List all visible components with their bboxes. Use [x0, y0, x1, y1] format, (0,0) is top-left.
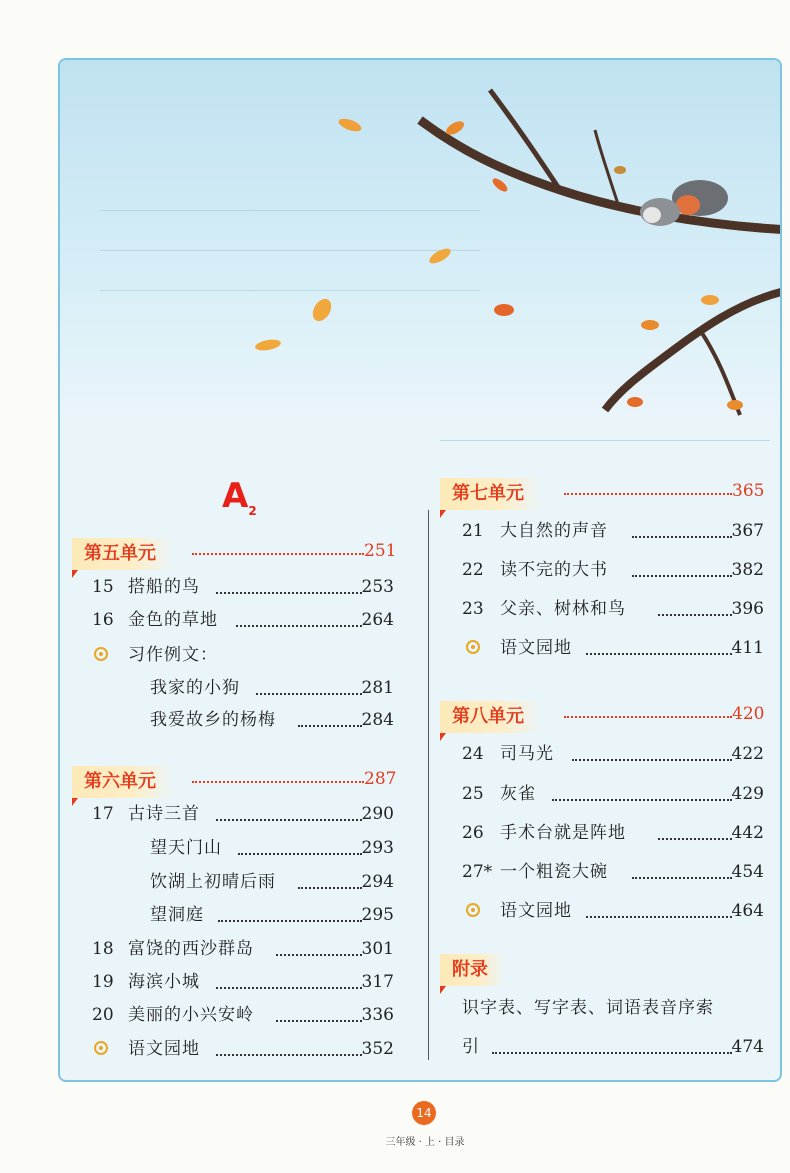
lesson-number: 19 [92, 972, 114, 992]
lesson-number: 25 [462, 784, 484, 804]
toc-entry[interactable] [92, 674, 394, 702]
lesson-title: 习作例文： [128, 645, 218, 665]
leader-dots [632, 536, 732, 538]
lesson-title: 金色的草地 [128, 610, 218, 630]
lesson-page: 474 [731, 1037, 764, 1057]
unit-page: 251 [364, 541, 397, 561]
toc-entry[interactable] [92, 968, 394, 996]
leader-dots [192, 553, 364, 555]
lesson-title: 饮湖上初晴后雨 [150, 872, 276, 892]
leader-dots [216, 592, 362, 594]
lesson-page: 429 [731, 784, 764, 804]
toc-entry[interactable] [92, 935, 394, 963]
leader-dots [238, 853, 362, 855]
lesson-title: 美丽的小兴安岭 [128, 1005, 254, 1025]
bleed-line [440, 440, 770, 441]
lesson-title: 语文园地 [500, 901, 572, 921]
leader-dots [492, 1052, 732, 1054]
unit-8-header[interactable] [440, 701, 766, 735]
lesson-title: 读不完的大书 [500, 560, 608, 580]
toc-entry[interactable] [92, 706, 394, 734]
page-number-badge: 14 [412, 1101, 436, 1125]
toc-entry[interactable] [462, 819, 764, 847]
lesson-page: 295 [361, 905, 394, 925]
toc-entry[interactable] [462, 556, 764, 584]
leader-dots [632, 575, 732, 577]
lesson-page: 317 [361, 972, 394, 992]
toc-entry[interactable] [92, 606, 394, 634]
unit-7-header[interactable] [440, 478, 766, 512]
leader-dots [216, 987, 362, 989]
toc-entry[interactable] [92, 800, 394, 828]
lesson-number: 16 [92, 610, 114, 630]
lesson-page: 422 [731, 744, 764, 764]
lesson-title: 语文园地 [128, 1039, 200, 1059]
leader-dots [586, 653, 732, 655]
lesson-title: 大自然的声音 [500, 521, 608, 541]
leader-dots [572, 759, 732, 761]
lesson-page: 382 [731, 560, 764, 580]
lesson-title: 引 [462, 1037, 480, 1057]
unit-page: 287 [364, 769, 397, 789]
toc-entry[interactable] [462, 994, 764, 1022]
toc-entry[interactable] [92, 573, 394, 601]
leader-dots [564, 493, 732, 495]
lesson-title: 富饶的西沙群岛 [128, 939, 254, 959]
lesson-title: 我家的小狗 [150, 678, 240, 698]
toc-entry[interactable] [462, 595, 764, 623]
unit-title: 第六单元 [72, 766, 174, 798]
lesson-page: 464 [731, 901, 764, 921]
leader-dots [236, 625, 362, 627]
unit-5-header[interactable] [72, 538, 396, 572]
lesson-number: 15 [92, 577, 114, 597]
leader-dots [276, 1020, 362, 1022]
leader-dots [658, 614, 732, 616]
bullet-icon [94, 647, 108, 661]
lesson-page: 396 [731, 599, 764, 619]
lesson-title: 海滨小城 [128, 972, 200, 992]
lesson-number: 24 [462, 744, 484, 764]
bullet-icon [466, 640, 480, 654]
leader-dots [218, 920, 362, 922]
toc-entry[interactable] [92, 834, 394, 862]
toc-entry[interactable] [462, 780, 764, 808]
toc-entry[interactable] [462, 858, 764, 886]
toc-entry[interactable] [462, 740, 764, 768]
lesson-title: 司马光 [500, 744, 554, 764]
leader-dots [192, 781, 364, 783]
unit-title: 第五单元 [72, 538, 174, 570]
unit-page: 420 [732, 704, 765, 724]
lesson-title: 灰雀 [500, 784, 536, 804]
lesson-number: 23 [462, 599, 484, 619]
toc-entry[interactable] [92, 1001, 394, 1029]
leader-dots [658, 838, 732, 840]
toc-entry[interactable] [92, 868, 394, 896]
column-divider [428, 510, 429, 1060]
lesson-title: 望天门山 [150, 838, 222, 858]
leader-dots [564, 716, 732, 718]
unit-6-header[interactable] [72, 766, 396, 800]
lesson-page: 336 [361, 1005, 394, 1025]
leader-dots [298, 725, 362, 727]
lesson-title: 搭船的鸟 [128, 577, 200, 597]
lesson-page: 293 [361, 838, 394, 858]
lesson-number: 18 [92, 939, 114, 959]
leader-dots [632, 877, 732, 879]
toc-entry[interactable] [92, 1035, 394, 1063]
lesson-page: 294 [361, 872, 394, 892]
lesson-number: 27* [462, 862, 493, 882]
lesson-title: 古诗三首 [128, 804, 200, 824]
lesson-page: 284 [361, 710, 394, 730]
lesson-page: 281 [361, 678, 394, 698]
bullet-icon [94, 1041, 108, 1055]
leader-dots [298, 887, 362, 889]
grade-mark: $A_2$ [222, 476, 257, 518]
lesson-page: 367 [731, 521, 764, 541]
lesson-page: 454 [731, 862, 764, 882]
leader-dots [216, 1054, 362, 1056]
leader-dots [256, 693, 362, 695]
toc-entry[interactable] [462, 897, 764, 925]
unit-title: 第八单元 [440, 701, 542, 733]
toc-entry[interactable] [462, 634, 764, 662]
appendix-header[interactable] [440, 954, 560, 988]
lesson-title: 手术台就是阵地 [500, 823, 626, 843]
lesson-number: 22 [462, 560, 484, 580]
lesson-title: 父亲、树林和鸟 [500, 599, 626, 619]
lesson-number: 26 [462, 823, 484, 843]
lesson-title: 一个粗瓷大碗 [500, 862, 608, 882]
bullet-icon [466, 903, 480, 917]
lesson-title: 语文园地 [500, 638, 572, 658]
leader-dots [552, 799, 732, 801]
toc-entry[interactable] [92, 641, 394, 669]
lesson-page: 301 [361, 939, 394, 959]
leader-dots [276, 954, 362, 956]
branch-illustration [60, 60, 782, 420]
lesson-number: 20 [92, 1005, 114, 1025]
lesson-page: 253 [361, 577, 394, 597]
lesson-page: 352 [361, 1039, 394, 1059]
unit-title: 第七单元 [440, 478, 542, 510]
leader-dots [216, 819, 362, 821]
lesson-page: 264 [361, 610, 394, 630]
lesson-page: 442 [731, 823, 764, 843]
leader-dots [586, 916, 732, 918]
toc-entry[interactable] [462, 1033, 764, 1061]
lesson-number: 21 [462, 521, 484, 541]
unit-page: 365 [732, 481, 765, 501]
page-footer-caption: 三年级 · 上 · 目录 [385, 1137, 465, 1148]
unit-title: 附录 [440, 954, 506, 986]
lesson-number: 17 [92, 804, 114, 824]
toc-entry[interactable] [462, 517, 764, 545]
lesson-title: 识字表、写字表、词语表音序索 [462, 998, 714, 1018]
lesson-title: 我爱故乡的杨梅 [150, 710, 276, 730]
lesson-title: 望洞庭 [150, 905, 204, 925]
lesson-page: 290 [361, 804, 394, 824]
toc-entry[interactable] [92, 901, 394, 929]
lesson-page: 411 [731, 638, 764, 658]
